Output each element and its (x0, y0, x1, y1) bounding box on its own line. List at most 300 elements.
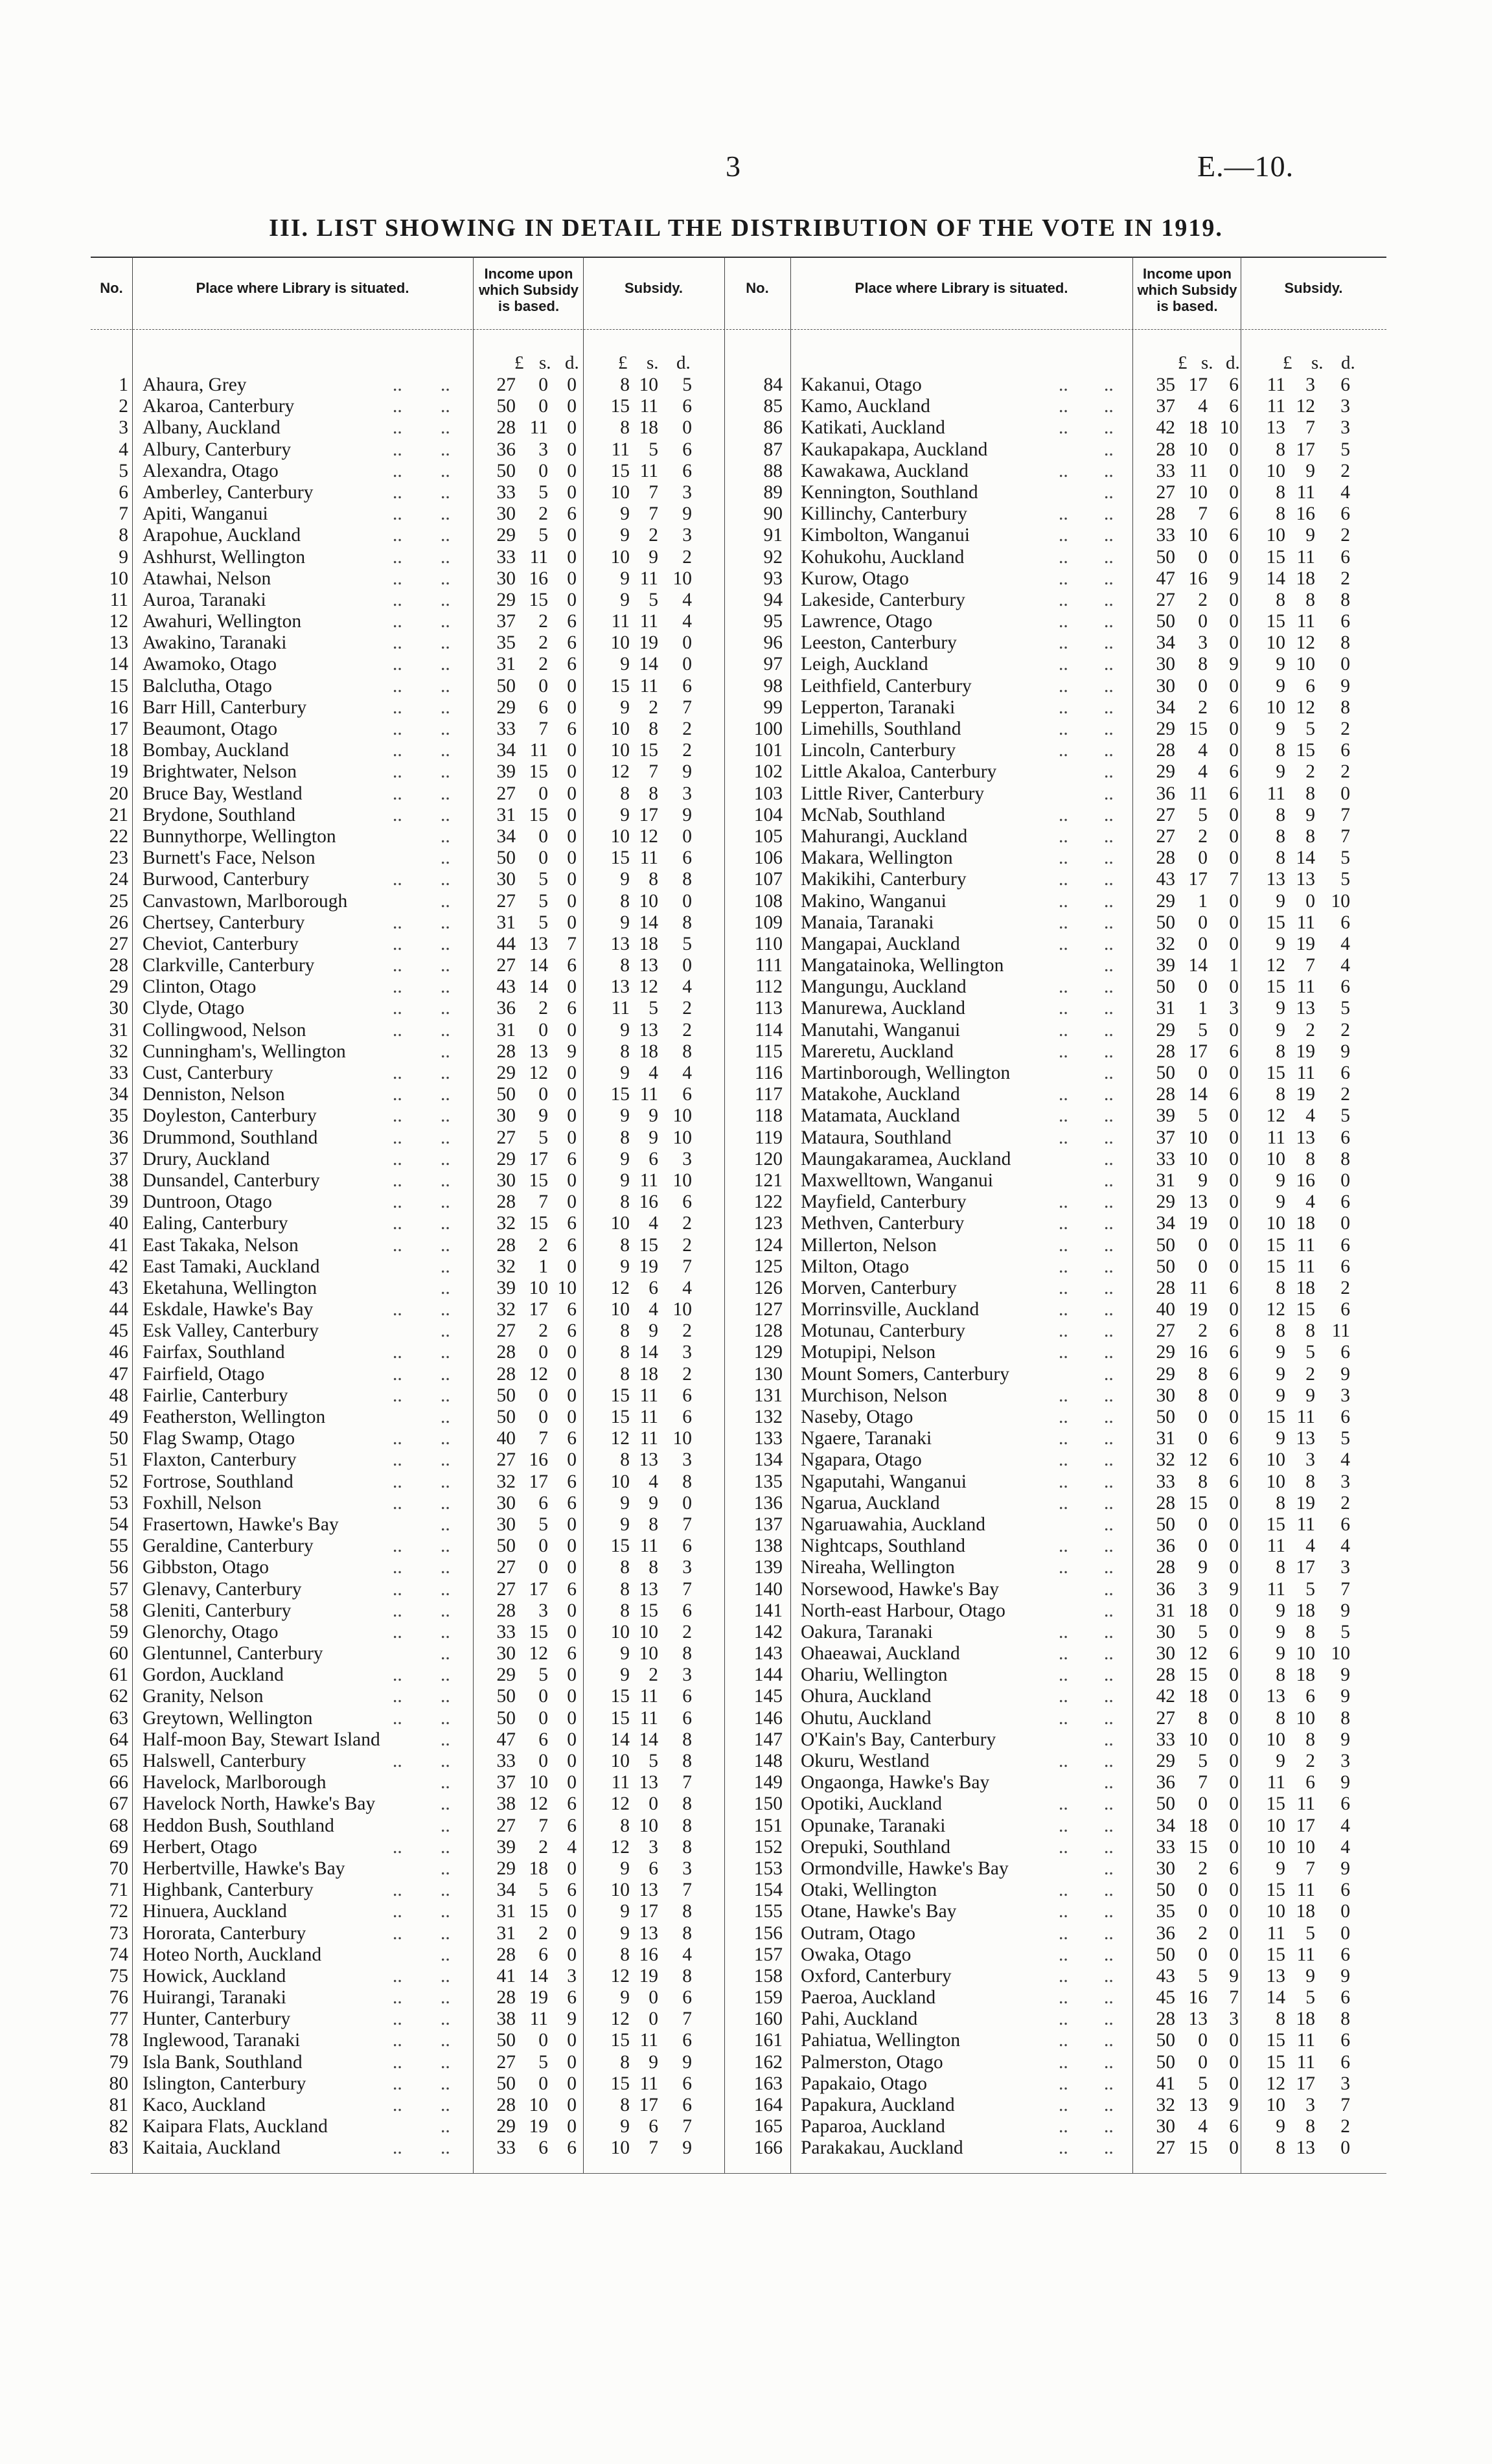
income-pounds: 38 (496, 1793, 516, 1815)
income-pounds: 27 (496, 374, 516, 395)
row-number: 165 (753, 2116, 783, 2137)
income-shillings: 6 (538, 1944, 548, 1965)
subsidy-shillings: 14 (639, 654, 658, 675)
subsidy-pence: 6 (1340, 1880, 1350, 1901)
income-pence: 0 (1229, 1707, 1239, 1729)
subsidy-pence: 0 (1340, 1213, 1350, 1234)
table-row (91, 611, 1386, 632)
subsidy-pence: 2 (682, 719, 692, 739)
leader-dots: .. (393, 2137, 402, 2159)
income-shillings: 5 (1198, 1019, 1208, 1041)
leader-dots: .. (1104, 396, 1114, 417)
row-number: 129 (753, 1342, 783, 1363)
subsidy-shillings: 5 (1305, 1342, 1315, 1363)
income-shillings: 0 (1198, 675, 1208, 697)
subsidy-pence: 7 (1340, 2095, 1350, 2115)
leader-dots: .. (1104, 933, 1114, 954)
income-shillings: 16 (529, 568, 548, 589)
subsidy-pence: 9 (1340, 1041, 1350, 1062)
leader-dots: .. (441, 1729, 450, 1750)
table-row (91, 1729, 1386, 1751)
table-row (91, 1385, 1386, 1407)
income-pence: 0 (567, 869, 577, 890)
library-place: Islington, Canterbury (143, 2073, 306, 2094)
subsidy-pounds: 9 (1276, 761, 1285, 783)
income-pounds: 28 (1156, 1041, 1175, 1062)
distribution-table (91, 257, 1386, 2200)
subsidy-pounds: 9 (1276, 1751, 1285, 1771)
table-row (91, 1364, 1386, 1385)
library-place: Lincoln, Canterbury (801, 740, 956, 761)
leader-dots: .. (1059, 2030, 1068, 2051)
library-place: North-east Harbour, Otago (801, 1600, 1005, 1621)
income-pounds: 35 (496, 632, 516, 654)
subsidy-pounds: 9 (620, 654, 630, 675)
income-pounds: 27 (496, 955, 516, 976)
leader-dots: .. (393, 525, 402, 546)
income-pence: 0 (1229, 1772, 1239, 1793)
library-place: Papakaio, Otago (801, 2073, 927, 2094)
subsidy-shillings: 6 (648, 1148, 658, 1169)
subsidy-pounds: 15 (1266, 912, 1285, 933)
subsidy-shillings: 12 (1296, 396, 1315, 417)
leader-dots: .. (1059, 546, 1068, 568)
income-pence: 0 (567, 1772, 577, 1793)
subsidy-pence: 3 (1340, 417, 1350, 439)
income-pence: 0 (567, 1127, 577, 1148)
subsidy-pence: 0 (682, 890, 692, 912)
subsidy-shillings: 11 (1296, 1256, 1315, 1277)
subsidy-pence: 9 (682, 2051, 692, 2073)
subsidy-pounds: 11 (1267, 783, 1285, 804)
income-pence: 9 (1229, 2095, 1239, 2115)
income-pounds: 31 (1156, 998, 1175, 1019)
subsidy-pounds: 9 (620, 869, 630, 890)
table-row (91, 1192, 1386, 1213)
subsidy-shillings: 8 (648, 1514, 658, 1535)
table-row (91, 439, 1386, 461)
subsidy-shillings: 5 (648, 589, 658, 610)
library-place: Bruce Bay, Westland (143, 783, 303, 804)
leader-dots: .. (441, 1105, 450, 1127)
income-shillings: 7 (1198, 1772, 1208, 1793)
library-place: Herbertville, Hawke's Bay (143, 1858, 345, 1879)
leader-dots: .. (1059, 998, 1068, 1019)
library-place: Leithfield, Canterbury (801, 675, 972, 697)
income-pence: 6 (567, 2137, 577, 2159)
row-number: 35 (109, 1105, 128, 1127)
subsidy-shillings: 18 (1296, 1600, 1315, 1621)
income-pence: 0 (567, 847, 577, 869)
leader-dots: .. (393, 955, 402, 976)
subsidy-shillings: 6 (1305, 1772, 1315, 1793)
leader-dots: .. (1104, 869, 1114, 890)
income-shillings: 0 (538, 825, 548, 847)
unit-shillings: s. (539, 352, 551, 373)
income-pounds: 50 (496, 2030, 516, 2051)
subsidy-pounds: 8 (1276, 804, 1285, 825)
subsidy-pence: 3 (682, 1858, 692, 1879)
income-shillings: 18 (1188, 1686, 1208, 1707)
income-pence: 0 (1229, 804, 1239, 825)
subsidy-pounds: 9 (620, 1256, 630, 1277)
leader-dots: .. (1104, 1772, 1114, 1793)
subsidy-pence: 2 (682, 1234, 692, 1256)
subsidy-shillings: 2 (648, 697, 658, 718)
income-pence: 9 (567, 1041, 577, 1062)
income-shillings: 15 (1188, 719, 1208, 739)
subsidy-pence: 3 (1340, 396, 1350, 417)
leader-dots: .. (1104, 632, 1114, 654)
income-pounds: 32 (496, 1213, 516, 1234)
leader-dots: .. (441, 1965, 450, 1986)
leader-dots: .. (441, 869, 450, 890)
subsidy-shillings: 17 (1296, 2073, 1315, 2094)
subsidy-pence: 6 (682, 460, 692, 481)
income-pounds: 33 (1156, 525, 1175, 546)
income-pounds: 36 (496, 998, 516, 1019)
library-place: Pahi, Auckland (801, 2009, 918, 2030)
row-number: 99 (763, 697, 783, 718)
leader-dots: .. (1059, 847, 1068, 869)
income-pounds: 30 (1156, 1643, 1175, 1664)
table-row (91, 955, 1386, 976)
income-pounds: 30 (496, 1643, 516, 1664)
income-shillings: 19 (1188, 1213, 1208, 1234)
row-number: 5 (119, 460, 128, 481)
leader-dots: .. (1104, 1299, 1114, 1320)
income-shillings: 2 (538, 1922, 548, 1944)
income-shillings: 15 (529, 1213, 548, 1234)
subsidy-pence: 6 (1340, 1234, 1350, 1256)
income-shillings: 0 (538, 675, 548, 697)
library-place: Milton, Otago (801, 1256, 910, 1277)
income-pounds: 27 (496, 1127, 516, 1148)
leader-dots: .. (393, 1449, 402, 1471)
subsidy-pence: 5 (1340, 847, 1350, 869)
subsidy-pence: 2 (1340, 1019, 1350, 1041)
income-shillings: 10 (529, 2095, 548, 2115)
subsidy-pence: 9 (682, 503, 692, 525)
row-number: 83 (109, 2137, 128, 2159)
leader-dots: .. (441, 1536, 450, 1557)
subsidy-pounds: 15 (1266, 1407, 1285, 1427)
subsidy-pounds: 13 (1266, 1686, 1285, 1707)
leader-dots: .. (1104, 1922, 1114, 1944)
income-pounds: 28 (1156, 847, 1175, 869)
leader-dots: .. (441, 2095, 450, 2115)
library-place: Brydone, Southland (143, 804, 295, 825)
subsidy-pounds: 14 (1266, 568, 1285, 589)
income-pounds: 33 (496, 546, 516, 568)
subsidy-pounds: 9 (1276, 1363, 1285, 1385)
library-place: Albany, Auckland (143, 417, 281, 439)
leader-dots: .. (1104, 1600, 1114, 1621)
row-number: 48 (109, 1385, 128, 1406)
library-place: Burwood, Canterbury (143, 869, 310, 890)
row-number: 161 (753, 2030, 783, 2051)
subsidy-pence: 10 (672, 1127, 692, 1148)
subsidy-shillings: 10 (639, 1621, 658, 1642)
income-pence: 3 (1229, 998, 1239, 1019)
income-pence: 9 (567, 2009, 577, 2030)
leader-dots: .. (1059, 869, 1068, 890)
leader-dots: .. (1104, 998, 1114, 1019)
income-shillings: 0 (1198, 1407, 1208, 1427)
subsidy-pence: 6 (682, 1084, 692, 1105)
subsidy-pence: 5 (682, 933, 692, 954)
income-shillings: 11 (529, 740, 548, 761)
table-row (91, 1751, 1386, 1772)
leader-dots: .. (1104, 1729, 1114, 1750)
table-row (91, 976, 1386, 998)
library-place: Martinborough, Wellington (801, 1063, 1011, 1083)
income-shillings: 8 (1198, 654, 1208, 675)
subsidy-pence: 6 (1340, 546, 1350, 568)
leader-dots: .. (1104, 976, 1114, 998)
subsidy-pence: 2 (1340, 568, 1350, 589)
income-shillings: 18 (1188, 1600, 1208, 1621)
row-number: 102 (753, 761, 783, 783)
row-number: 84 (763, 374, 783, 395)
subsidy-shillings: 6 (1305, 675, 1315, 697)
subsidy-pounds: 10 (1266, 1901, 1285, 1922)
library-place: Doyleston, Canterbury (143, 1105, 317, 1127)
income-shillings: 11 (529, 417, 548, 439)
leader-dots: .. (1059, 1234, 1068, 1256)
leader-dots: .. (393, 374, 402, 395)
subsidy-pounds: 9 (1276, 1600, 1285, 1621)
income-shillings: 11 (529, 546, 548, 568)
income-pence: 0 (567, 525, 577, 546)
leader-dots: .. (441, 1213, 450, 1234)
subsidy-pounds: 9 (620, 1019, 630, 1041)
subsidy-pence: 6 (1340, 2030, 1350, 2051)
row-number: 110 (754, 933, 783, 954)
subsidy-pence: 6 (1340, 611, 1350, 632)
subsidy-pounds: 15 (1266, 2030, 1285, 2051)
income-pounds: 32 (1156, 1449, 1175, 1471)
leader-dots: .. (441, 503, 450, 525)
subsidy-pence: 2 (1340, 2116, 1350, 2137)
subsidy-pounds: 8 (620, 1127, 630, 1148)
leader-dots: .. (393, 1169, 402, 1191)
row-number: 65 (109, 1751, 128, 1771)
subsidy-pounds: 8 (1276, 2009, 1285, 2030)
leader-dots: .. (441, 1751, 450, 1771)
row-number: 58 (109, 1600, 128, 1621)
table-row (91, 998, 1386, 1019)
leader-dots: .. (1104, 912, 1114, 933)
income-pounds: 50 (1156, 1256, 1175, 1277)
income-pounds: 50 (496, 847, 516, 869)
leader-dots: .. (441, 1385, 450, 1406)
subsidy-shillings: 18 (639, 933, 658, 954)
subsidy-pounds: 8 (1276, 1041, 1285, 1062)
income-pence: 6 (567, 1815, 577, 1836)
library-place: Flaxton, Canterbury (143, 1449, 297, 1471)
subsidy-shillings: 2 (1305, 761, 1315, 783)
row-number: 64 (109, 1729, 128, 1750)
table-row (91, 654, 1386, 675)
leader-dots: .. (1059, 933, 1068, 954)
income-pence: 6 (1229, 1084, 1239, 1105)
subsidy-shillings: 11 (639, 675, 658, 697)
library-place: Pahiatua, Wellington (801, 2030, 961, 2051)
leader-dots: .. (1104, 1256, 1114, 1277)
income-pence: 0 (1229, 1407, 1239, 1427)
leader-dots: .. (1059, 1428, 1068, 1449)
subsidy-pence: 6 (1340, 1514, 1350, 1535)
subsidy-pounds: 8 (1276, 1277, 1285, 1298)
income-pounds: 28 (1156, 740, 1175, 761)
subsidy-pounds: 8 (1276, 1557, 1285, 1578)
leader-dots: .. (441, 1342, 450, 1363)
library-place: Kimbolton, Wanganui (801, 525, 970, 546)
library-place: Leigh, Auckland (801, 654, 928, 675)
subsidy-shillings: 15 (1296, 740, 1315, 761)
subsidy-shillings: 11 (639, 847, 658, 869)
income-pence: 0 (567, 1944, 577, 1965)
leader-dots: .. (441, 1836, 450, 1858)
row-number: 92 (763, 546, 783, 568)
subsidy-shillings: 16 (639, 1944, 658, 1965)
income-pence: 0 (1229, 912, 1239, 933)
subsidy-pence: 5 (1340, 998, 1350, 1019)
subsidy-shillings: 19 (1296, 933, 1315, 954)
income-shillings: 9 (538, 1105, 548, 1127)
income-pounds: 30 (1156, 654, 1175, 675)
income-pounds: 31 (1156, 1428, 1175, 1449)
subsidy-shillings: 17 (1296, 1815, 1315, 1836)
subsidy-pence: 4 (1340, 933, 1350, 954)
row-number: 142 (753, 1621, 783, 1642)
subsidy-pence: 6 (682, 2030, 692, 2051)
subsidy-pounds: 8 (620, 1041, 630, 1062)
row-number: 69 (109, 1836, 128, 1858)
library-place: O'Kain's Bay, Canterbury (801, 1729, 996, 1750)
income-pounds: 50 (496, 1686, 516, 1707)
income-pence: 0 (1229, 675, 1239, 697)
subsidy-shillings: 4 (648, 1299, 658, 1320)
income-pounds: 30 (1156, 1621, 1175, 1642)
leader-dots: .. (1104, 1514, 1114, 1535)
income-pounds: 29 (1156, 1192, 1175, 1213)
income-pounds: 29 (1156, 1751, 1175, 1771)
income-pence: 0 (1229, 825, 1239, 847)
income-shillings: 6 (538, 1729, 548, 1750)
subsidy-pence: 6 (1340, 1793, 1350, 1815)
table-row (91, 1837, 1386, 1858)
leader-dots: .. (393, 1536, 402, 1557)
income-shillings: 4 (1198, 396, 1208, 417)
income-pence: 0 (1229, 1901, 1239, 1922)
income-shillings: 17 (529, 1299, 548, 1320)
leader-dots: .. (393, 2030, 402, 2051)
income-shillings: 15 (529, 1901, 548, 1922)
table-row (91, 396, 1386, 417)
leader-dots: .. (441, 654, 450, 675)
income-pence: 0 (1229, 976, 1239, 998)
subsidy-shillings: 8 (648, 869, 658, 890)
leader-dots: .. (441, 933, 450, 954)
table-row (91, 869, 1386, 890)
subsidy-pounds: 13 (610, 976, 630, 998)
subsidy-pounds: 9 (1276, 675, 1285, 697)
income-pence: 6 (567, 1148, 577, 1169)
income-pence: 0 (567, 761, 577, 783)
income-pence: 0 (567, 1536, 577, 1557)
leader-dots: .. (1059, 1707, 1068, 1729)
leader-dots: .. (1104, 654, 1114, 675)
income-pence: 0 (567, 1407, 577, 1427)
subsidy-pence: 0 (1340, 1169, 1350, 1191)
subsidy-pence: 7 (682, 1880, 692, 1901)
subsidy-shillings: 13 (1296, 1428, 1315, 1449)
library-place: Cheviot, Canterbury (143, 933, 299, 954)
subsidy-pounds: 10 (610, 1751, 630, 1771)
leader-dots: .. (441, 1600, 450, 1621)
library-place: Fairlie, Canterbury (143, 1385, 288, 1406)
income-pence: 0 (567, 675, 577, 697)
subsidy-shillings: 9 (1305, 1385, 1315, 1406)
row-number: 137 (753, 1514, 783, 1535)
subsidy-pounds: 9 (620, 525, 630, 546)
income-pence: 6 (1229, 1858, 1239, 1879)
subsidy-pounds: 9 (620, 1492, 630, 1514)
income-pence: 0 (1229, 1944, 1239, 1965)
subsidy-pence: 6 (682, 439, 692, 460)
library-place: Manurewa, Auckland (801, 998, 965, 1019)
row-number: 74 (109, 1944, 128, 1965)
row-number: 60 (109, 1643, 128, 1664)
leader-dots: .. (1059, 1342, 1068, 1363)
income-pounds: 34 (1156, 1815, 1175, 1836)
row-number: 87 (763, 439, 783, 460)
subsidy-pounds: 12 (1266, 2073, 1285, 2094)
subsidy-shillings: 11 (639, 1428, 658, 1449)
subsidy-pence: 6 (1340, 976, 1350, 998)
row-number: 20 (109, 783, 128, 804)
income-pence: 0 (567, 568, 577, 589)
subsidy-pence: 10 (1331, 890, 1350, 912)
income-pence: 0 (1229, 2051, 1239, 2073)
subsidy-shillings: 11 (639, 460, 658, 481)
income-shillings: 0 (1198, 1428, 1208, 1449)
row-number: 4 (119, 439, 128, 460)
subsidy-pounds: 8 (1276, 1707, 1285, 1729)
row-number: 98 (763, 675, 783, 697)
income-shillings: 8 (1198, 1471, 1208, 1492)
income-pounds: 30 (1156, 2116, 1175, 2137)
subsidy-shillings: 13 (639, 1578, 658, 1600)
income-pence: 0 (567, 1342, 577, 1363)
subsidy-pence: 0 (1340, 1922, 1350, 1944)
subsidy-pounds: 11 (611, 439, 630, 460)
income-pounds: 31 (496, 654, 516, 675)
leader-dots: .. (441, 546, 450, 568)
library-place: Dunsandel, Canterbury (143, 1169, 320, 1191)
row-number: 3 (119, 417, 128, 439)
subsidy-pence: 8 (682, 1751, 692, 1771)
subsidy-shillings: 11 (639, 1536, 658, 1557)
income-pounds: 29 (496, 1063, 516, 1083)
income-shillings: 15 (1188, 1664, 1208, 1686)
subsidy-pounds: 9 (1276, 719, 1285, 739)
row-number: 117 (754, 1084, 783, 1105)
income-shillings: 19 (529, 2116, 548, 2137)
income-pence: 0 (567, 1363, 577, 1385)
